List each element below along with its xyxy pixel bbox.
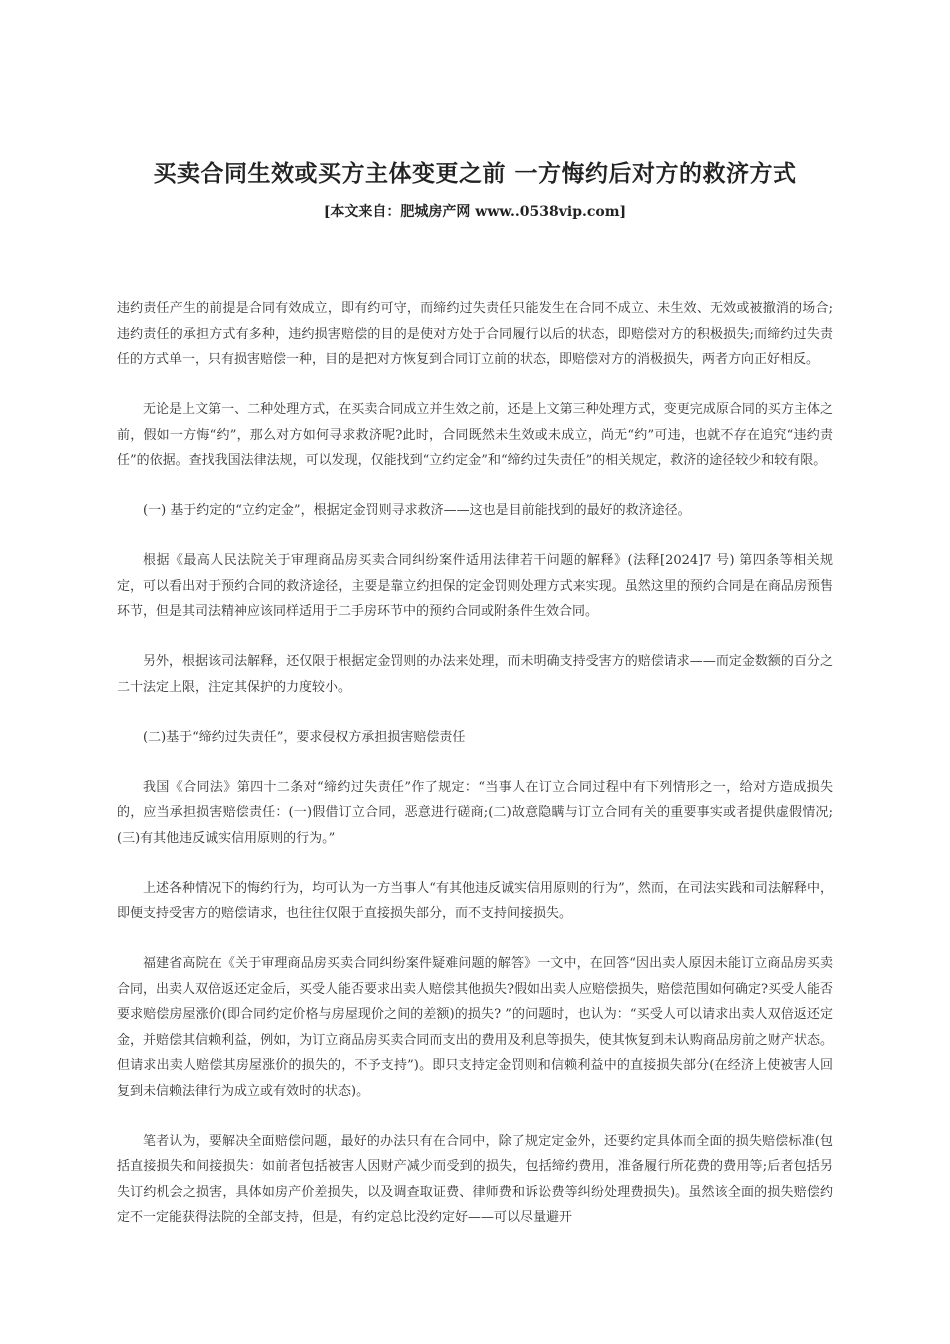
- paragraph-2: 无论是上文第一、二种处理方式，在买卖合同成立并生效之前，还是上文第三种处理方式，变更完成原合同的买方主体之前，假如一方悔“约”，那么对方如何寻求救济呢?此时，合同既然未生效或未成立，尚无“约”可违，也就不存在追究“违约责任”的依据。查找我国法律法规，可以发现，仅能找到“立约定金”和“缔约过失责任”的相关规定，救济的途径较少和较有限。: [117, 402, 833, 468]
- paragraph-4: 根据《最高人民法院关于审理商品房买卖合同纠纷案件适用法律若干问题的解释》(法释[2024]7 号) 第四条等相关规定，可以看出对于预约合同的救济途径，主要是靠立约担保的定金罚则处理方式来实现。虽然这里的预约合同是在商品房预售环节，但是其司法精神应该同样适用于二手房环节中的预约合同或附条件生效合同。: [117, 553, 833, 619]
- paragraph-8: 上述各种情况下的悔约行为，均可认为一方当事人“有其他违反诚实信用原则的行为”，然而，在司法实践和司法解释中，即便支持受害方的赔偿请求，也往往仅限于直接损失部分，而不支持间接损失。: [117, 880, 833, 921]
- source-line: [本文来自：肥城房产网 www..0538vip.com]: [323, 204, 627, 220]
- document-title: 买卖合同生效或买方主体变更之前 一方悔约后对方的救济方式: [153, 161, 797, 187]
- document-body: [117, 296, 833, 1231]
- paragraph-10: 笔者认为，要解决全面赔偿问题，最好的办法只有在合同中，除了规定定金外，还要约定具体而全面的损失赔偿标准(包括直接损失和间接损失：如前者包括被害人因财产减少而受到的损失，包括缔约费用，准备履行所花费的费用等;后者包括另失订约机会之损害，具体如房产价差损失，以及调查取证费、律师费和诉讼费等纠纷处理费损失)。虽然该全面的损失赔偿约定不一定能获得法院的全部支持，但是，有约定总比没约定好——可以尽量避开: [117, 1133, 833, 1225]
- paragraph-9: 福建省高院在《关于审理商品房买卖合同纠纷案件疑难问题的解答》一文中，在回答“因出卖人原因未能订立商品房买卖合同，出卖人双倍返还定金后，买受人能否要求出卖人赔偿其他损失?假如出卖人应赔偿损失，赔偿范围如何确定?买受人能否要求赔偿房屋涨价(即合同约定价格与房屋现价之间的差额)的损失? ”的问题时，也认为：“买受人可以请求出卖人双倍返还定金，并赔偿其信赖利益，例如，为订立商品房买卖合同而支出的费用及利息等损失，使其恢复到未认购商品房前之财产状态。但请求出卖人赔偿其房屋涨价的损失的，不予支持”)。即只支持定金罚则和信赖利益中的直接损失部分(在经济上使被害人回复到未信赖法律行为成立或有效时的状态)。: [117, 956, 833, 1099]
- paragraph-7: 我国《合同法》第四十二条对“缔约过失责任”作了规定：“当事人在订立合同过程中有下列情形之一，给对方造成损失的，应当承担损害赔偿责任：(一)假借订立合同，恶意进行磋商;(二)故意隐瞒与订立合同有关的重要事实或者提供虚假情况;(三)有其他违反诚实信用原则的行为。”: [117, 779, 833, 846]
- paragraph-5: 另外，根据该司法解释，还仅限于根据定金罚则的办法来处理，而未明确支持受害方的赔偿请求——而定金数额的百分之二十法定上限，注定其保护的力度较小。: [117, 654, 833, 695]
- paragraph-3: (一) 基于约定的“立约定金”，根据定金罚则寻求救济——这也是目前能找到的最好的救济途径。: [143, 503, 691, 518]
- paragraph-1: 违约责任产生的前提是合同有效成立，即有约可守，而缔约过失责任只能发生在合同不成立、未生效、无效或被撤消的场合;违约责任的承担方式有多种，违约损害赔偿的目的是使对方处于合同履行以后的状态，即赔偿对方的积极损失;而缔约过失责任的方式单一，只有损害赔偿一种，目的是把对方恢复到合同订立前的状态，即赔偿对方的消极损失，两者方向正好相反。: [117, 301, 833, 367]
- paragraph-6: (二)基于“缔约过失责任”，要求侵权方承担损害赔偿责任: [143, 729, 466, 745]
